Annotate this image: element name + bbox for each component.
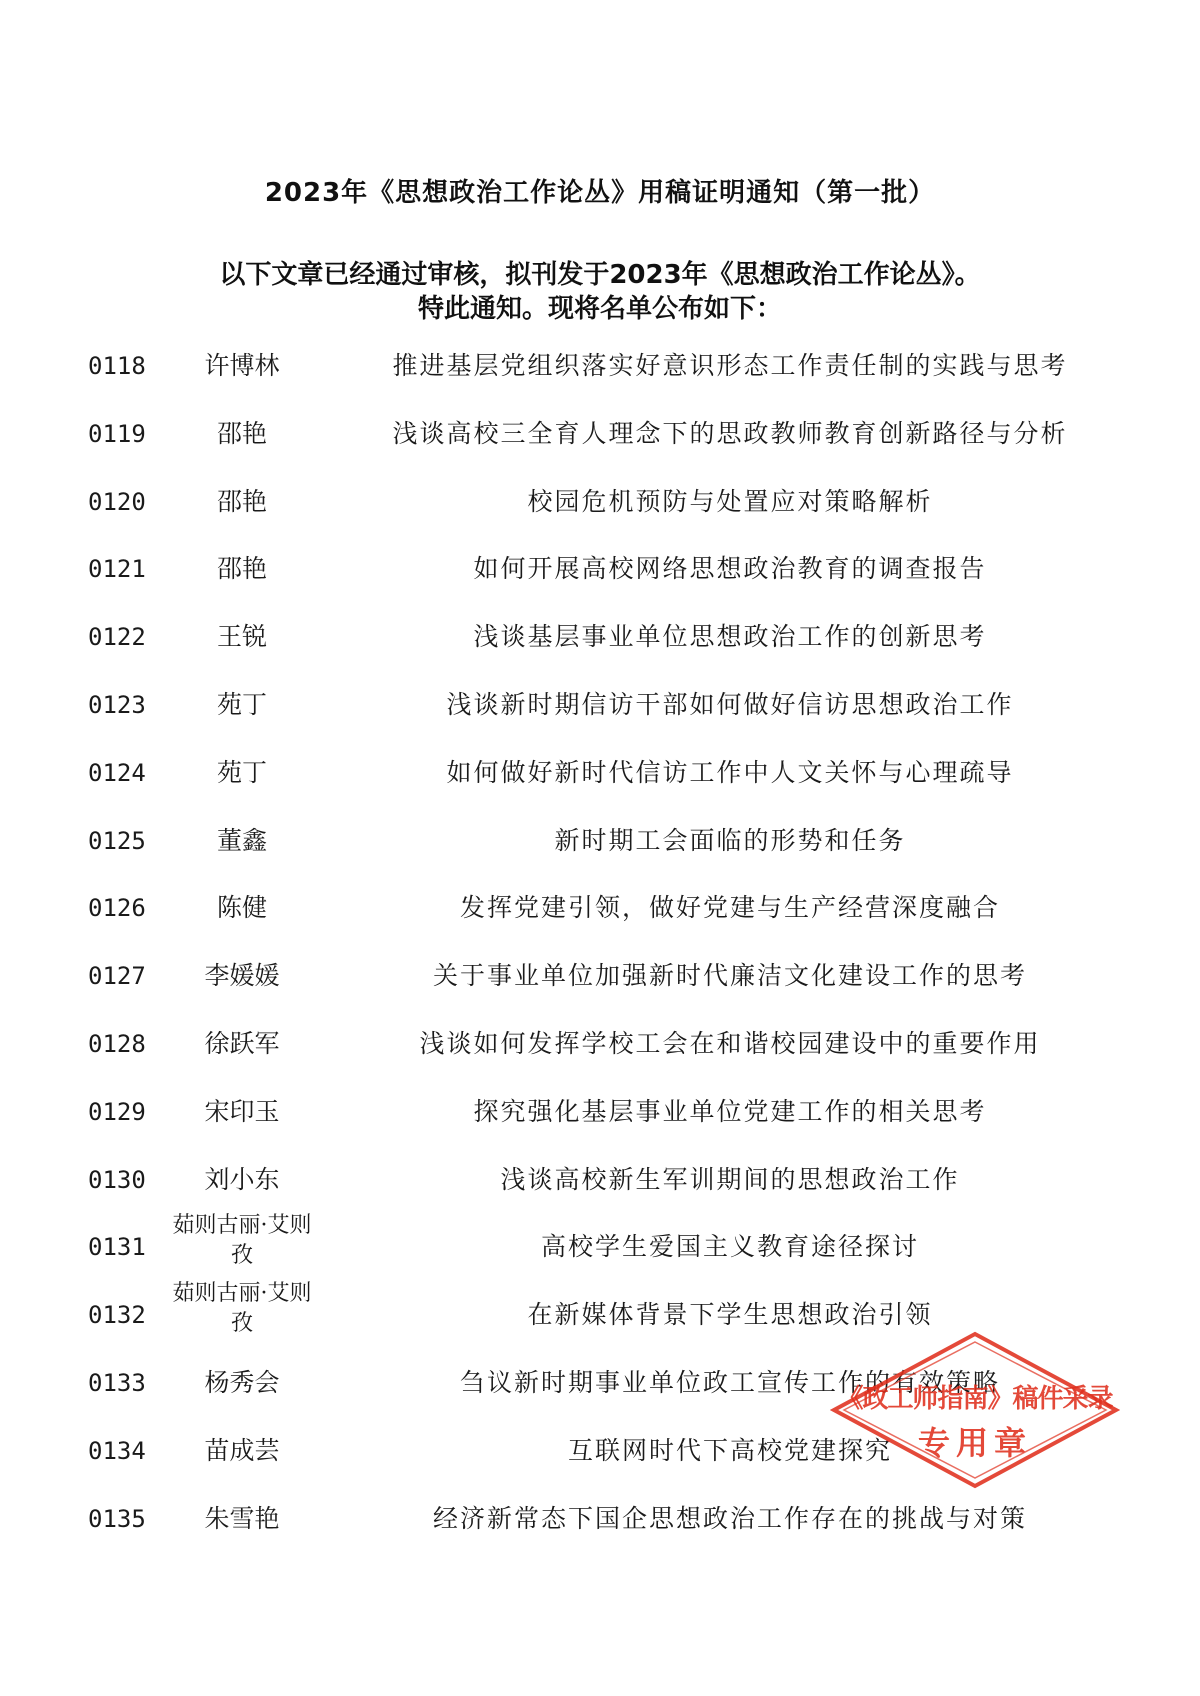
entry-article-title: 刍议新时期事业单位政工宣传工作的有效策略	[459, 1367, 1000, 1397]
list-item	[0, 890, 1200, 958]
entry-code: 0133	[88, 1368, 146, 1397]
entry-author: 王锐	[216, 622, 267, 652]
list-item	[0, 823, 1200, 891]
entry-article-title: 探究强化基层事业单位党建工作的相关思考	[473, 1096, 987, 1126]
entry-code: 0132	[88, 1301, 146, 1330]
entry-article-title: 浅谈新时期信访干部如何做好信访思想政治工作	[446, 689, 1014, 719]
entry-article-title: 高校学生爱国主义教育途径探讨	[540, 1232, 919, 1262]
entry-author: 邵艳	[216, 486, 267, 516]
entry-code: 0119	[88, 419, 146, 448]
entry-code: 0135	[88, 1504, 146, 1533]
entry-author: 茹则古丽·艾则孜	[172, 1213, 312, 1269]
entry-author: 苑丁	[216, 757, 267, 787]
list-item	[0, 551, 1200, 619]
entry-author: 徐跃军	[204, 1028, 280, 1058]
entry-article-title: 如何做好新时代信访工作中人文关怀与心理疏导	[446, 757, 1014, 787]
entry-code: 0121	[88, 555, 146, 584]
entry-author: 邵艳	[216, 418, 267, 448]
list-item	[0, 416, 1200, 484]
entry-author: 李媛媛	[204, 961, 280, 991]
entry-article-title: 在新媒体背景下学生思想政治引领	[527, 1300, 933, 1330]
entry-author: 刘小东	[204, 1164, 280, 1194]
seal-text-line-2: 专用章	[917, 1424, 1032, 1462]
entry-article-title: 校园危机预防与处置应对策略解析	[527, 486, 933, 516]
entry-author: 宋印玉	[204, 1096, 280, 1126]
entry-code: 0134	[88, 1436, 146, 1465]
entry-author: 杨秀会	[204, 1367, 280, 1397]
entry-code: 0127	[88, 962, 146, 991]
list-item	[0, 958, 1200, 1026]
intro-line-1: 以下文章已经通过审核，拟刊发于2023年《思想政治工作论丛》。	[219, 260, 981, 290]
entry-author: 陈健	[216, 893, 267, 923]
entry-article-title: 发挥党建引领，做好党建与生产经营深度融合	[459, 893, 1000, 923]
entry-code: 0129	[88, 1097, 146, 1126]
entry-article-title: 关于事业单位加强新时代廉洁文化建设工作的思考	[432, 961, 1027, 991]
list-item	[0, 348, 1200, 416]
entry-code: 0120	[88, 487, 146, 516]
entry-article-title: 互联网时代下高校党建探究	[567, 1435, 892, 1465]
list-item	[0, 484, 1200, 552]
intro-text	[0, 258, 1200, 326]
entry-author: 苗成芸	[204, 1435, 280, 1465]
entry-article-title: 浅谈基层事业单位思想政治工作的创新思考	[473, 622, 987, 652]
list-item	[0, 1501, 1200, 1569]
entry-code: 0130	[88, 1165, 146, 1194]
list-item	[0, 1094, 1200, 1162]
seal-text-line-1: 《政工师指南》稿件采录	[837, 1384, 1113, 1414]
entry-article-title: 浅谈高校新生军训期间的思想政治工作	[500, 1164, 960, 1194]
entry-article-title: 浅谈如何发挥学校工会在和谐校园建设中的重要作用	[419, 1028, 1041, 1058]
entry-article-title: 如何开展高校网络思想政治教育的调查报告	[473, 554, 987, 584]
entry-code: 0118	[88, 352, 146, 380]
entry-article-title: 推进基层党组织落实好意识形态工作责任制的实践与思考	[392, 351, 1068, 380]
entry-article-title: 经济新常态下国企思想政治工作存在的挑战与对策	[432, 1503, 1027, 1533]
entry-author: 朱雪艳	[204, 1503, 280, 1533]
entry-code: 0123	[88, 690, 146, 719]
entry-author: 董鑫	[216, 825, 267, 855]
entry-code: 0131	[88, 1233, 146, 1262]
entry-code: 0126	[88, 894, 146, 923]
entry-code: 0125	[88, 826, 146, 855]
intro-line-2: 特此通知。现将名单公布如下：	[417, 294, 782, 324]
official-seal	[830, 1330, 1120, 1490]
entry-author: 苑丁	[216, 689, 267, 719]
entry-author: 许博林	[204, 351, 280, 380]
entry-article-title: 新时期工会面临的形势和任务	[554, 825, 906, 855]
document-title: 2023年《思想政治工作论丛》用稿证明通知（第一批）	[264, 178, 936, 208]
list-item	[0, 1026, 1200, 1094]
entry-code: 0124	[88, 758, 146, 787]
entry-author: 邵艳	[216, 554, 267, 584]
entry-code: 0128	[88, 1029, 146, 1058]
entry-author: 茹则古丽·艾则孜	[172, 1281, 312, 1337]
list-item	[0, 755, 1200, 823]
entry-article-title: 浅谈高校三全育人理念下的思政教师教育创新路径与分析	[392, 418, 1068, 448]
entry-code: 0122	[88, 623, 146, 652]
list-item	[0, 619, 1200, 687]
list-item	[0, 687, 1200, 755]
